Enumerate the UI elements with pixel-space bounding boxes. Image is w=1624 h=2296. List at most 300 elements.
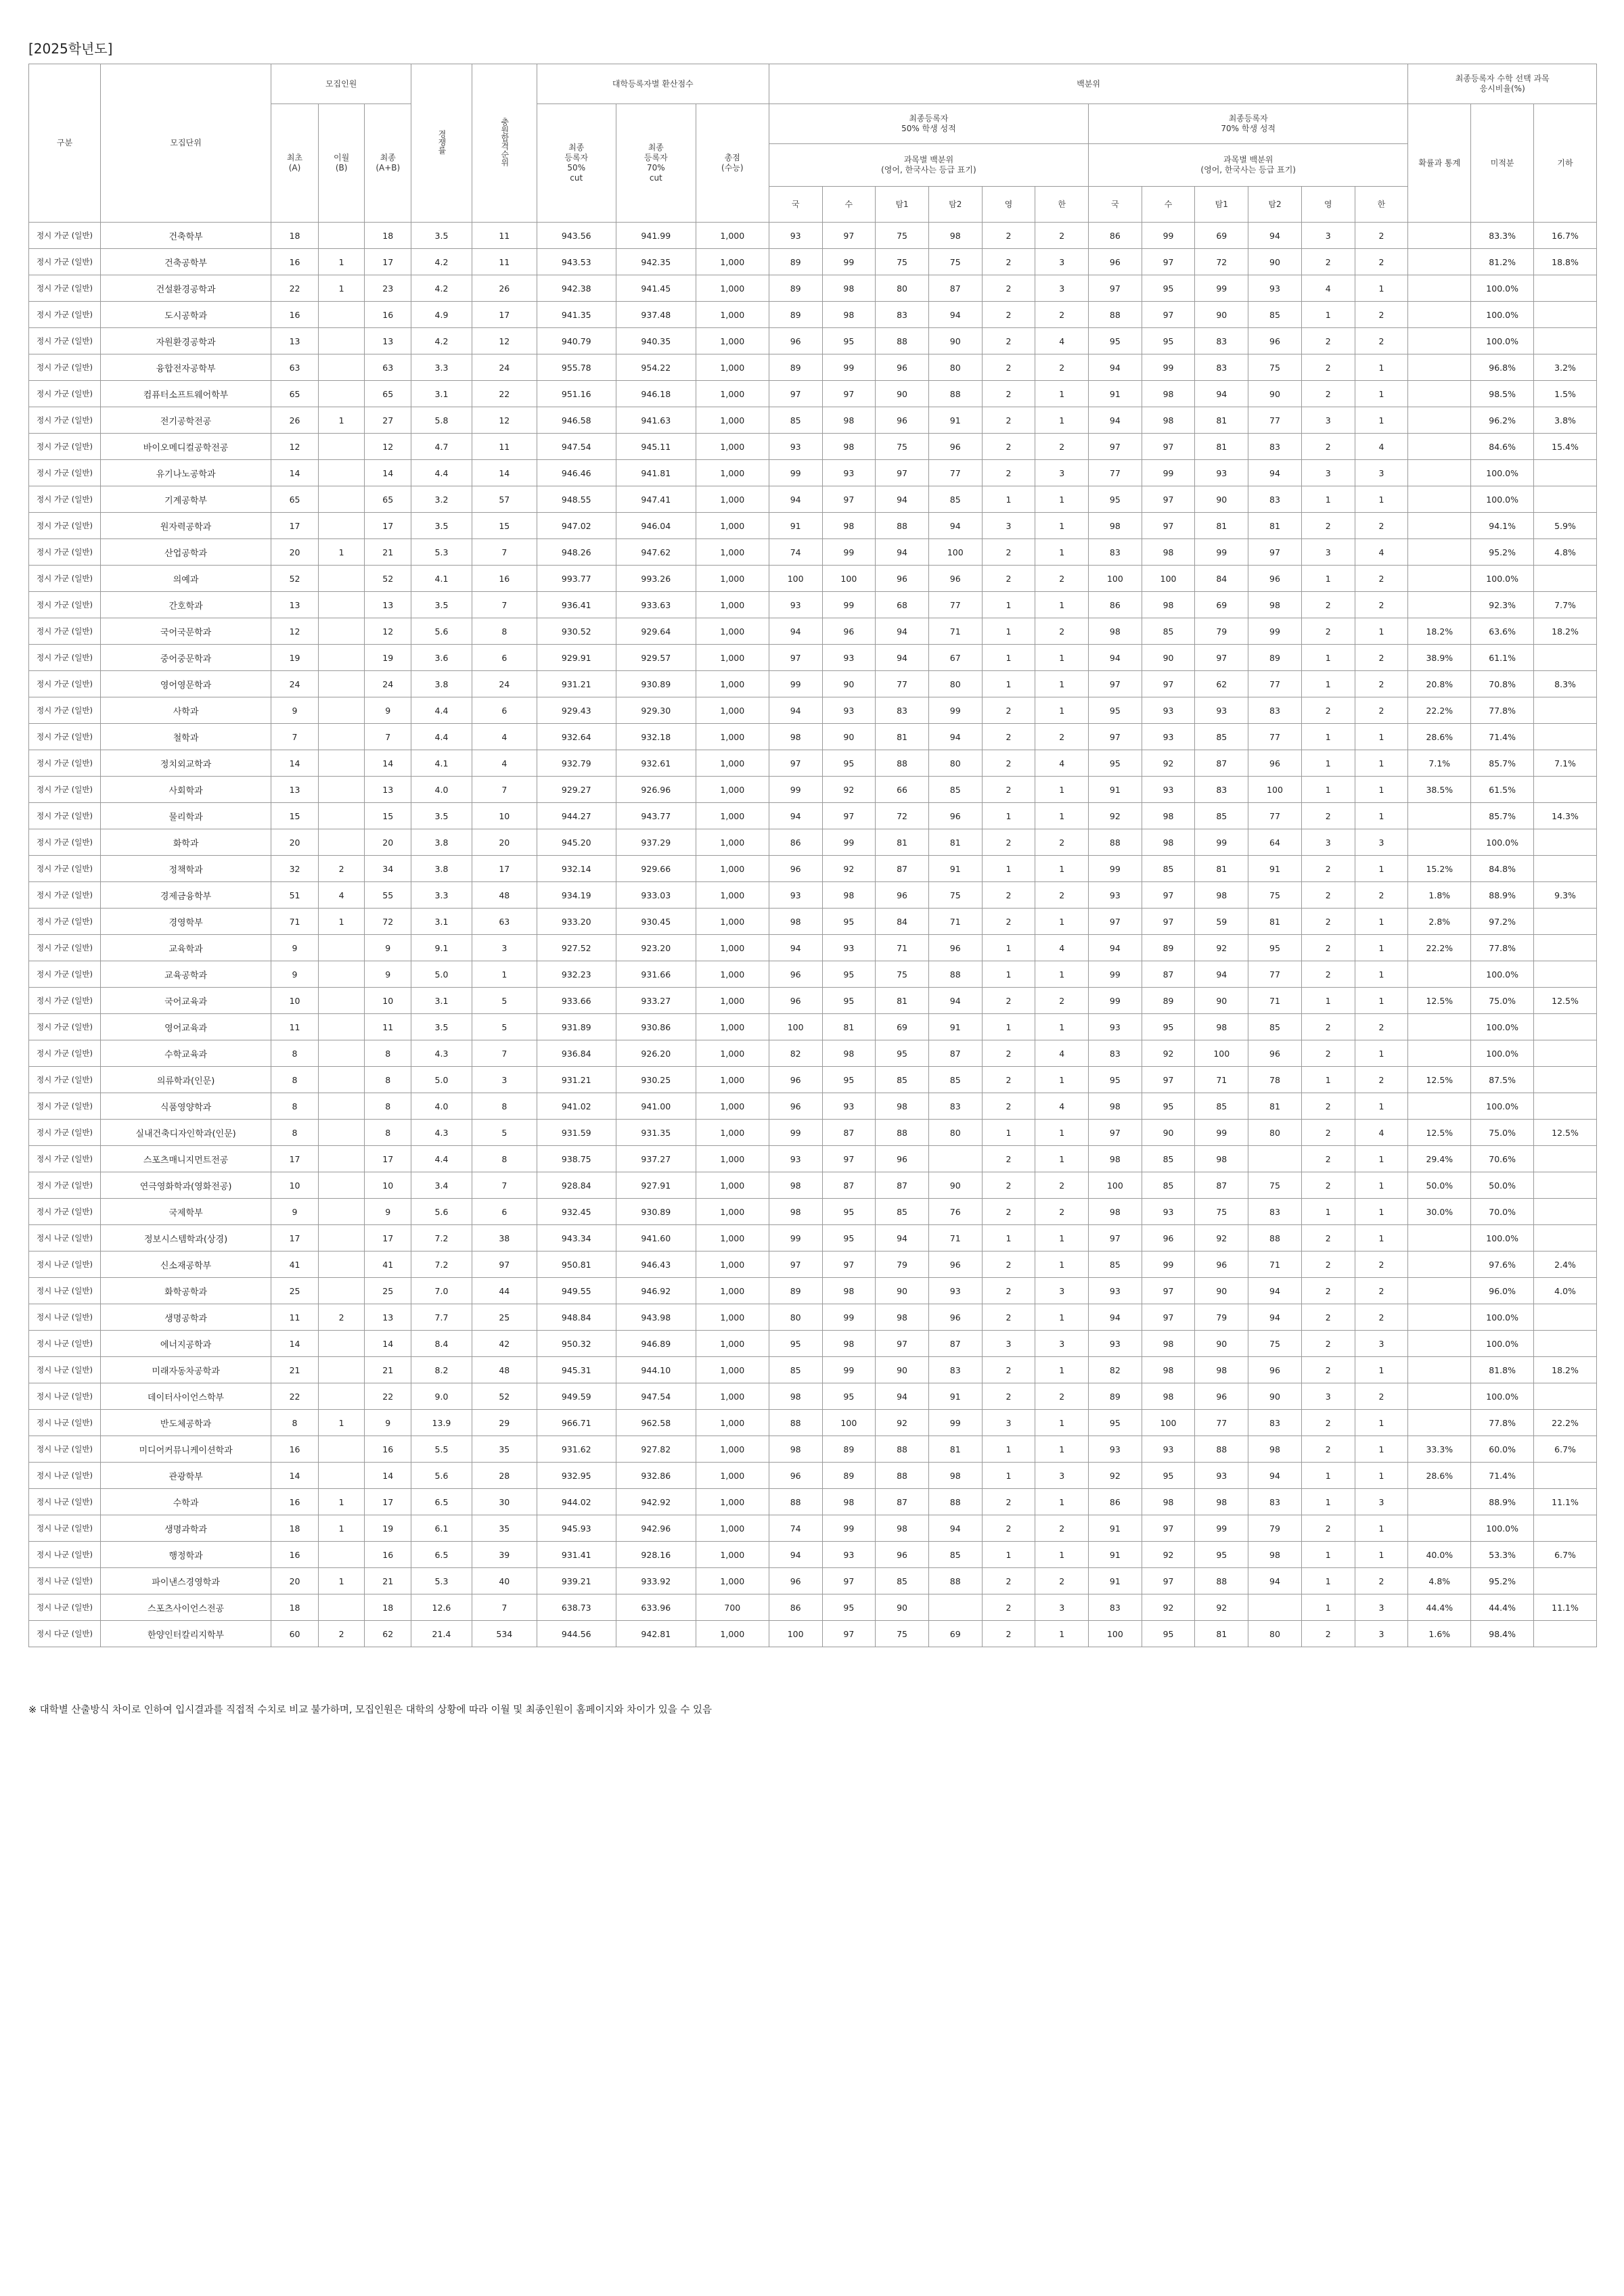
table-cell: 92 bbox=[1142, 1040, 1195, 1067]
table-cell bbox=[1534, 645, 1597, 671]
table-cell: 1,000 bbox=[696, 1436, 769, 1463]
table-cell: 1 bbox=[318, 909, 365, 935]
table-cell: 89 bbox=[1142, 935, 1195, 961]
table-cell: 2 bbox=[982, 1621, 1035, 1647]
table-cell: 2 bbox=[1301, 1146, 1355, 1172]
table-cell: 99 bbox=[1089, 961, 1142, 988]
cell-group: 정시 가군 (일반) bbox=[29, 434, 101, 460]
cell-unit: 바이오메디컬공학전공 bbox=[100, 434, 271, 460]
table-cell: 88 bbox=[1089, 829, 1142, 856]
table-cell: 97 bbox=[1142, 302, 1195, 328]
table-cell: 88.9% bbox=[1471, 1489, 1534, 1515]
table-cell: 100.0% bbox=[1471, 829, 1534, 856]
table-cell: 98 bbox=[1248, 1542, 1302, 1568]
cell-group: 정시 가군 (일반) bbox=[29, 539, 101, 566]
table-cell: 3.5 bbox=[411, 223, 472, 249]
table-cell: 93 bbox=[1142, 697, 1195, 724]
table-cell: 77 bbox=[1248, 803, 1302, 829]
table-cell: 90 bbox=[1195, 302, 1248, 328]
table-cell: 99 bbox=[769, 671, 822, 697]
table-cell: 6.5 bbox=[411, 1542, 472, 1568]
table-cell bbox=[1534, 697, 1597, 724]
table-cell: 941.35 bbox=[537, 302, 616, 328]
table-row bbox=[29, 1383, 1597, 1410]
table-cell: 94 bbox=[1195, 961, 1248, 988]
table-row bbox=[29, 407, 1597, 434]
table-cell: 21.4 bbox=[411, 1621, 472, 1647]
table-cell: 88 bbox=[876, 513, 929, 539]
table-cell: 81.2% bbox=[1471, 249, 1534, 275]
table-cell: 9 bbox=[365, 1199, 411, 1225]
header-unit: 모집단위 bbox=[100, 64, 271, 223]
header-subject: 수 bbox=[822, 187, 876, 223]
table-cell: 80 bbox=[928, 1120, 982, 1146]
table-cell: 1,000 bbox=[696, 328, 769, 354]
table-cell: 926.20 bbox=[616, 1040, 696, 1067]
table-cell: 6 bbox=[472, 697, 537, 724]
table-cell: 92 bbox=[1089, 1463, 1142, 1489]
table-cell: 21 bbox=[365, 539, 411, 566]
table-cell: 98 bbox=[822, 275, 876, 302]
table-cell: 86 bbox=[769, 1594, 822, 1621]
table-cell: 22 bbox=[271, 1383, 319, 1410]
table-cell: 92 bbox=[1142, 1542, 1195, 1568]
table-cell: 95 bbox=[822, 1225, 876, 1252]
table-cell: 2.8% bbox=[1408, 909, 1471, 935]
table-cell: 1,000 bbox=[696, 1252, 769, 1278]
cell-group: 정시 가군 (일반) bbox=[29, 882, 101, 909]
table-cell: 88 bbox=[928, 1568, 982, 1594]
table-cell: 1 bbox=[1035, 1436, 1089, 1463]
table-cell: 1 bbox=[982, 618, 1035, 645]
table-cell: 100 bbox=[769, 566, 822, 592]
table-cell: 81 bbox=[1248, 909, 1302, 935]
table-cell: 85 bbox=[1195, 724, 1248, 750]
table-cell: 77 bbox=[876, 671, 929, 697]
table-cell bbox=[318, 1252, 365, 1278]
table-cell: 89 bbox=[769, 275, 822, 302]
table-cell: 1,000 bbox=[696, 1331, 769, 1357]
table-cell: 14 bbox=[271, 750, 319, 777]
table-cell: 1,000 bbox=[696, 1172, 769, 1199]
table-cell: 26 bbox=[271, 407, 319, 434]
table-cell: 17 bbox=[365, 1225, 411, 1252]
table-cell: 3 bbox=[1035, 249, 1089, 275]
table-cell: 90 bbox=[1142, 1120, 1195, 1146]
table-row bbox=[29, 1278, 1597, 1304]
cell-unit: 스포츠사이언스전공 bbox=[100, 1594, 271, 1621]
table-cell: 1 bbox=[318, 1410, 365, 1436]
cell-unit: 실내건축디자인학과(인문) bbox=[100, 1120, 271, 1146]
table-row bbox=[29, 829, 1597, 856]
table-cell: 932.95 bbox=[537, 1463, 616, 1489]
table-cell: 1 bbox=[318, 1568, 365, 1594]
cell-group: 정시 가군 (일반) bbox=[29, 777, 101, 803]
header-group: 구분 bbox=[29, 64, 101, 223]
table-cell bbox=[318, 1278, 365, 1304]
table-cell: 100 bbox=[1142, 566, 1195, 592]
table-cell: 89 bbox=[769, 249, 822, 275]
table-cell: 6 bbox=[472, 1199, 537, 1225]
table-cell: 97 bbox=[1142, 1515, 1195, 1542]
table-cell: 80 bbox=[928, 354, 982, 381]
table-cell: 943.56 bbox=[537, 223, 616, 249]
table-cell: 97 bbox=[1248, 539, 1302, 566]
table-cell: 98 bbox=[822, 882, 876, 909]
table-cell bbox=[318, 961, 365, 988]
table-cell: 1 bbox=[1355, 1436, 1408, 1463]
table-cell: 13.9 bbox=[411, 1410, 472, 1436]
table-cell: 63 bbox=[365, 354, 411, 381]
table-cell: 16 bbox=[271, 1489, 319, 1515]
table-cell: 22.2% bbox=[1408, 935, 1471, 961]
table-cell: 94 bbox=[769, 935, 822, 961]
table-cell: 1 bbox=[1035, 961, 1089, 988]
table-cell: 1 bbox=[1301, 1199, 1355, 1225]
table-cell: 1 bbox=[1035, 1014, 1089, 1040]
table-cell: 1 bbox=[1035, 645, 1089, 671]
table-cell: 2 bbox=[1035, 988, 1089, 1014]
table-cell: 88 bbox=[1089, 302, 1142, 328]
table-cell: 99 bbox=[822, 354, 876, 381]
cell-group: 정시 나군 (일반) bbox=[29, 1489, 101, 1515]
table-cell: 9 bbox=[365, 935, 411, 961]
header-total: 총점 (수능) bbox=[696, 104, 769, 223]
table-cell: 1 bbox=[1355, 1093, 1408, 1120]
table-cell: 2 bbox=[1301, 1410, 1355, 1436]
cell-unit: 생명공학과 bbox=[100, 1304, 271, 1331]
table-cell: 55 bbox=[365, 882, 411, 909]
table-cell: 2 bbox=[1301, 1304, 1355, 1331]
table-cell: 2 bbox=[982, 1304, 1035, 1331]
table-cell: 92 bbox=[822, 777, 876, 803]
table-row bbox=[29, 856, 1597, 882]
table-cell bbox=[318, 1120, 365, 1146]
table-cell: 1,000 bbox=[696, 803, 769, 829]
table-cell: 1 bbox=[1355, 1515, 1408, 1542]
table-cell: 80 bbox=[928, 750, 982, 777]
table-cell: 100 bbox=[1142, 1410, 1195, 1436]
table-cell: 95 bbox=[876, 1040, 929, 1067]
table-cell: 50.0% bbox=[1471, 1172, 1534, 1199]
table-cell: 79 bbox=[876, 1252, 929, 1278]
table-cell: 2 bbox=[982, 1093, 1035, 1120]
table-cell: 80 bbox=[876, 275, 929, 302]
table-cell: 98 bbox=[769, 1436, 822, 1463]
table-cell: 1,000 bbox=[696, 671, 769, 697]
table-cell: 81 bbox=[876, 829, 929, 856]
table-cell: 97 bbox=[1089, 1225, 1142, 1252]
table-cell: 1,000 bbox=[696, 988, 769, 1014]
table-cell: 2 bbox=[1301, 856, 1355, 882]
table-row bbox=[29, 777, 1597, 803]
table-cell: 63.6% bbox=[1471, 618, 1534, 645]
table-cell: 4.3 bbox=[411, 1040, 472, 1067]
table-cell: 4.2 bbox=[411, 328, 472, 354]
table-cell: 9.0 bbox=[411, 1383, 472, 1410]
table-cell: 12 bbox=[365, 434, 411, 460]
table-cell: 97 bbox=[1142, 909, 1195, 935]
table-cell: 9.1 bbox=[411, 935, 472, 961]
cell-group: 정시 가군 (일반) bbox=[29, 592, 101, 618]
table-cell: 929.91 bbox=[537, 645, 616, 671]
table-cell: 4 bbox=[318, 882, 365, 909]
cell-group: 정시 나군 (일반) bbox=[29, 1515, 101, 1542]
table-cell: 1,000 bbox=[696, 486, 769, 513]
table-cell: 3.2 bbox=[411, 486, 472, 513]
table-cell: 87 bbox=[928, 1331, 982, 1357]
table-cell: 15.2% bbox=[1408, 856, 1471, 882]
table-cell: 71 bbox=[876, 935, 929, 961]
table-cell: 29 bbox=[472, 1410, 537, 1436]
table-cell: 98 bbox=[1142, 592, 1195, 618]
table-cell: 1 bbox=[1035, 592, 1089, 618]
table-cell: 24 bbox=[472, 671, 537, 697]
table-cell: 934.19 bbox=[537, 882, 616, 909]
table-cell bbox=[1534, 724, 1597, 750]
table-cell: 950.32 bbox=[537, 1331, 616, 1357]
table-cell: 93 bbox=[1089, 1014, 1142, 1040]
table-cell: 88 bbox=[1195, 1568, 1248, 1594]
table-cell: 97 bbox=[472, 1252, 537, 1278]
table-cell: 98 bbox=[1142, 1383, 1195, 1410]
cell-group: 정시 가군 (일반) bbox=[29, 1172, 101, 1199]
table-row bbox=[29, 1463, 1597, 1489]
table-cell: 1 bbox=[1355, 935, 1408, 961]
table-cell: 932.23 bbox=[537, 961, 616, 988]
table-cell: 2 bbox=[982, 777, 1035, 803]
table-cell bbox=[318, 434, 365, 460]
table-cell: 2 bbox=[982, 724, 1035, 750]
table-cell: 17 bbox=[271, 1146, 319, 1172]
table-cell: 92 bbox=[1195, 1225, 1248, 1252]
cell-group: 정시 가군 (일반) bbox=[29, 829, 101, 856]
table-cell: 32 bbox=[271, 856, 319, 882]
table-cell: 1.5% bbox=[1534, 381, 1597, 407]
cell-group: 정시 가군 (일반) bbox=[29, 223, 101, 249]
header-carry: 이월 (B) bbox=[318, 104, 365, 223]
table-cell: 96 bbox=[928, 434, 982, 460]
table-cell: 3 bbox=[1301, 460, 1355, 486]
table-cell: 5.6 bbox=[411, 618, 472, 645]
table-cell: 100 bbox=[1248, 777, 1302, 803]
table-cell: 87 bbox=[876, 856, 929, 882]
table-cell bbox=[1408, 434, 1471, 460]
table-cell: 1 bbox=[318, 1515, 365, 1542]
table-cell: 90 bbox=[1248, 381, 1302, 407]
table-cell: 931.41 bbox=[537, 1542, 616, 1568]
table-cell: 100 bbox=[928, 539, 982, 566]
table-cell bbox=[318, 988, 365, 1014]
table-cell: 1 bbox=[982, 935, 1035, 961]
table-cell: 85 bbox=[1142, 1172, 1195, 1199]
table-cell bbox=[318, 1331, 365, 1357]
table-cell: 942.96 bbox=[616, 1515, 696, 1542]
table-cell bbox=[318, 381, 365, 407]
table-cell: 7 bbox=[472, 1172, 537, 1199]
table-cell: 95 bbox=[822, 1199, 876, 1225]
cell-group: 정시 가군 (일반) bbox=[29, 645, 101, 671]
table-cell: 88 bbox=[876, 328, 929, 354]
table-cell: 933.27 bbox=[616, 988, 696, 1014]
table-cell: 14 bbox=[271, 1463, 319, 1489]
table-cell: 96 bbox=[1089, 249, 1142, 275]
table-cell: 12.5% bbox=[1534, 1120, 1597, 1146]
table-cell: 99 bbox=[822, 539, 876, 566]
cell-group: 정시 나군 (일반) bbox=[29, 1383, 101, 1410]
table-cell: 94 bbox=[876, 618, 929, 645]
table-cell: 81 bbox=[1195, 513, 1248, 539]
table-cell: 95 bbox=[1089, 1067, 1142, 1093]
table-cell: 1 bbox=[1035, 803, 1089, 829]
table-cell: 1 bbox=[1301, 777, 1355, 803]
table-cell bbox=[1408, 460, 1471, 486]
header-subject-pct-70: 과목별 백분위 (영어, 한국사는 등급 표기) bbox=[1089, 144, 1408, 187]
table-cell: 18 bbox=[365, 223, 411, 249]
table-row bbox=[29, 1331, 1597, 1357]
table-cell bbox=[1534, 486, 1597, 513]
table-cell: 1 bbox=[982, 671, 1035, 697]
table-cell: 100.0% bbox=[1471, 1040, 1534, 1067]
table-cell: 75.0% bbox=[1471, 1120, 1534, 1146]
table-cell: 5.5 bbox=[411, 1436, 472, 1463]
table-cell: 638.73 bbox=[537, 1594, 616, 1621]
table-cell: 97 bbox=[1142, 513, 1195, 539]
table-cell: 25 bbox=[271, 1278, 319, 1304]
table-cell: 1,000 bbox=[696, 935, 769, 961]
table-cell: 3.5 bbox=[411, 592, 472, 618]
table-cell: 99 bbox=[822, 1357, 876, 1383]
cell-unit: 영어영문학과 bbox=[100, 671, 271, 697]
table-cell: 81 bbox=[1195, 434, 1248, 460]
table-cell: 2 bbox=[1035, 1383, 1089, 1410]
table-cell: 93 bbox=[1142, 1436, 1195, 1463]
table-cell: 1 bbox=[1035, 671, 1089, 697]
table-row bbox=[29, 935, 1597, 961]
header-prob-stat: 확률과 통계 bbox=[1408, 104, 1471, 223]
table-cell: 16 bbox=[271, 302, 319, 328]
table-cell: 2 bbox=[1355, 249, 1408, 275]
header-recruit: 모집인원 bbox=[271, 64, 411, 104]
table-cell: 2.4% bbox=[1534, 1252, 1597, 1278]
table-cell: 97 bbox=[1089, 724, 1142, 750]
table-cell: 85.7% bbox=[1471, 803, 1534, 829]
table-cell bbox=[318, 1383, 365, 1410]
table-row bbox=[29, 302, 1597, 328]
table-cell: 95.2% bbox=[1471, 1568, 1534, 1594]
cell-group: 정시 다군 (일반) bbox=[29, 1621, 101, 1647]
table-cell: 20 bbox=[271, 829, 319, 856]
table-cell: 83.3% bbox=[1471, 223, 1534, 249]
table-cell: 929.64 bbox=[616, 618, 696, 645]
table-cell bbox=[1534, 1463, 1597, 1489]
table-cell: 2 bbox=[1355, 328, 1408, 354]
table-cell: 1 bbox=[1035, 1489, 1089, 1515]
table-cell: 4.2 bbox=[411, 275, 472, 302]
table-cell: 15.4% bbox=[1534, 434, 1597, 460]
table-cell: 929.43 bbox=[537, 697, 616, 724]
table-cell: 98 bbox=[876, 1515, 929, 1542]
table-cell: 16 bbox=[271, 249, 319, 275]
table-cell: 100.0% bbox=[1471, 1225, 1534, 1252]
table-cell: 97 bbox=[1142, 486, 1195, 513]
table-cell: 85 bbox=[928, 1542, 982, 1568]
table-cell: 932.18 bbox=[616, 724, 696, 750]
table-cell: 1,000 bbox=[696, 539, 769, 566]
table-cell: 13 bbox=[365, 328, 411, 354]
table-cell: 96 bbox=[1142, 1225, 1195, 1252]
table-cell: 1 bbox=[982, 1225, 1035, 1252]
table-cell: 62 bbox=[365, 1621, 411, 1647]
cell-group: 정시 나군 (일반) bbox=[29, 1463, 101, 1489]
table-cell: 2 bbox=[1301, 513, 1355, 539]
table-cell: 89 bbox=[1089, 1383, 1142, 1410]
table-cell: 928.16 bbox=[616, 1542, 696, 1568]
table-cell: 19 bbox=[365, 645, 411, 671]
table-cell: 2 bbox=[1301, 249, 1355, 275]
table-cell: 94 bbox=[769, 486, 822, 513]
table-cell: 8 bbox=[472, 1093, 537, 1120]
table-cell: 85 bbox=[1195, 1093, 1248, 1120]
cell-unit: 교육학과 bbox=[100, 935, 271, 961]
table-cell: 3 bbox=[1035, 1594, 1089, 1621]
table-cell: 88 bbox=[876, 1463, 929, 1489]
table-cell: 7.2 bbox=[411, 1252, 472, 1278]
table-cell: 4.0% bbox=[1534, 1278, 1597, 1304]
table-cell: 52 bbox=[365, 566, 411, 592]
table-cell: 87 bbox=[1142, 961, 1195, 988]
table-cell: 2 bbox=[1035, 566, 1089, 592]
table-cell: 4.3 bbox=[411, 1120, 472, 1146]
table-cell: 83 bbox=[1195, 777, 1248, 803]
table-cell: 937.29 bbox=[616, 829, 696, 856]
table-cell: 3 bbox=[1355, 460, 1408, 486]
table-cell: 932.79 bbox=[537, 750, 616, 777]
table-cell: 932.61 bbox=[616, 750, 696, 777]
table-cell: 1,000 bbox=[696, 354, 769, 381]
table-cell: 1 bbox=[982, 592, 1035, 618]
table-cell: 8 bbox=[365, 1040, 411, 1067]
table-cell: 100.0% bbox=[1471, 961, 1534, 988]
table-cell: 14.3% bbox=[1534, 803, 1597, 829]
table-cell: 71 bbox=[928, 618, 982, 645]
table-cell: 943.34 bbox=[537, 1225, 616, 1252]
table-cell: 944.27 bbox=[537, 803, 616, 829]
table-cell: 3 bbox=[1301, 1383, 1355, 1410]
table-cell: 84.6% bbox=[1471, 434, 1534, 460]
table-cell: 946.92 bbox=[616, 1278, 696, 1304]
table-cell: 96 bbox=[769, 328, 822, 354]
table-cell: 94 bbox=[769, 618, 822, 645]
table-cell: 96 bbox=[1248, 566, 1302, 592]
table-cell: 97 bbox=[1142, 1067, 1195, 1093]
table-cell: 12.5% bbox=[1408, 1120, 1471, 1146]
table-cell bbox=[318, 1093, 365, 1120]
table-cell: 26 bbox=[472, 275, 537, 302]
table-cell: 21 bbox=[271, 1357, 319, 1383]
table-cell: 1 bbox=[982, 1014, 1035, 1040]
table-cell: 2 bbox=[1035, 829, 1089, 856]
table-cell: 2 bbox=[1301, 1172, 1355, 1199]
table-cell: 941.99 bbox=[616, 223, 696, 249]
table-cell: 83 bbox=[1089, 1040, 1142, 1067]
table-row bbox=[29, 988, 1597, 1014]
table-cell: 1 bbox=[318, 539, 365, 566]
table-cell: 63 bbox=[271, 354, 319, 381]
table-cell: 11 bbox=[472, 223, 537, 249]
table-cell: 83 bbox=[928, 1093, 982, 1120]
cell-group: 정시 가군 (일반) bbox=[29, 328, 101, 354]
